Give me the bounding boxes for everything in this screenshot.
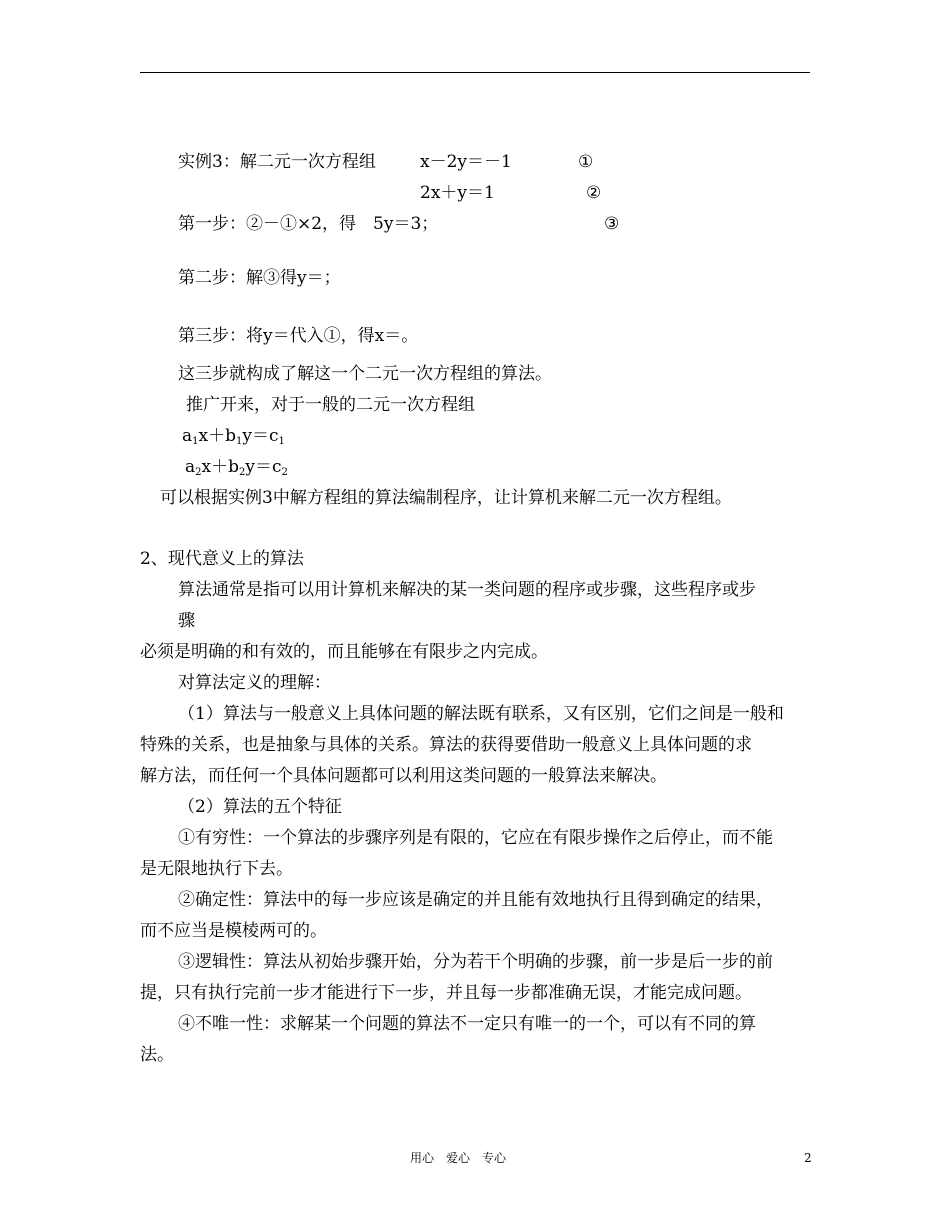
feature-2-line-2: 而不应当是模棱两可的。 [140, 921, 327, 941]
feature-2-line-1: ②确定性：算法中的每一步应该是确定的并且能有效地执行且得到确定的结果， [178, 890, 773, 910]
feature-4-line-1: ④不唯一性：求解某一个问题的算法不一定只有唯一的一个，可以有不同的算 [178, 1014, 756, 1034]
point-2-heading: （2）算法的五个特征 [178, 797, 342, 817]
page-number: 2 [804, 1151, 812, 1165]
equation-2: 2x＋y＝1 [420, 183, 495, 203]
equation-1-mark: ① [578, 152, 594, 172]
general-equation-2: $a_2x+b_2y=c_2$ [185, 457, 288, 478]
step-1: 第一步：②－①×2，得 5y＝3； [178, 214, 439, 234]
example3-label: 实例3：解二元一次方程组 [178, 152, 376, 172]
footer-text: 用心 爱心 专心 [410, 1151, 507, 1165]
point-1-line-2: 特殊的关系，也是抽象与具体的关系。算法的获得要借助一般意义上具体问题的求 [140, 735, 752, 755]
feature-3-line-2: 提，只有执行完前一步才能进行下一步，并且每一步都准确无误，才能完成问题。 [140, 983, 752, 1003]
step-2: 第二步：解③得y＝； [178, 268, 341, 288]
understanding-heading: 对算法定义的理解： [178, 673, 331, 693]
generalize-text: 推广开来，对于一般的二元一次方程组 [186, 395, 475, 415]
feature-1-line-1: ①有穷性：一个算法的步骤序列是有限的，它应在有限步操作之后停止，而不能 [178, 828, 773, 848]
feature-4-line-2: 法。 [140, 1045, 174, 1065]
point-1-line-3: 解方法，而任何一个具体问题都可以利用这类问题的一般算法来解决。 [140, 766, 667, 786]
feature-3-line-1: ③逻辑性：算法从初始步骤开始，分为若干个明确的步骤，前一步是后一步的前 [178, 952, 773, 972]
definition-line-1: 算法通常是指可以用计算机来解决的某一类问题的程序或步骤，这些程序或步 [178, 580, 756, 600]
section-2-heading: 2、现代意义上的算法 [140, 549, 304, 569]
definition-line-3: 必须是明确的和有效的，而且能够在有限步之内完成。 [140, 642, 548, 662]
step-3: 第三步：将y＝代入①，得x＝。 [178, 326, 419, 346]
point-1-line-1: （1）算法与一般意义上具体问题的解法既有联系，又有区别，它们之间是一般和 [178, 704, 784, 724]
equation-1: x－2y＝－1 [420, 152, 512, 172]
step-1-mark: ③ [604, 214, 620, 234]
header-rule [140, 72, 810, 73]
general-equation-1: $a_1x+b_1y=c_1$ [182, 426, 285, 447]
definition-line-2: 骤 [178, 611, 195, 631]
program-text: 可以根据实例3中解方程组的算法编制程序，让计算机来解二元一次方程组。 [160, 488, 732, 508]
equation-2-mark: ② [586, 183, 602, 203]
feature-1-line-2: 是无限地执行下去。 [140, 859, 293, 879]
summary-text: 这三步就构成了解这一个二元一次方程组的算法。 [178, 364, 552, 384]
